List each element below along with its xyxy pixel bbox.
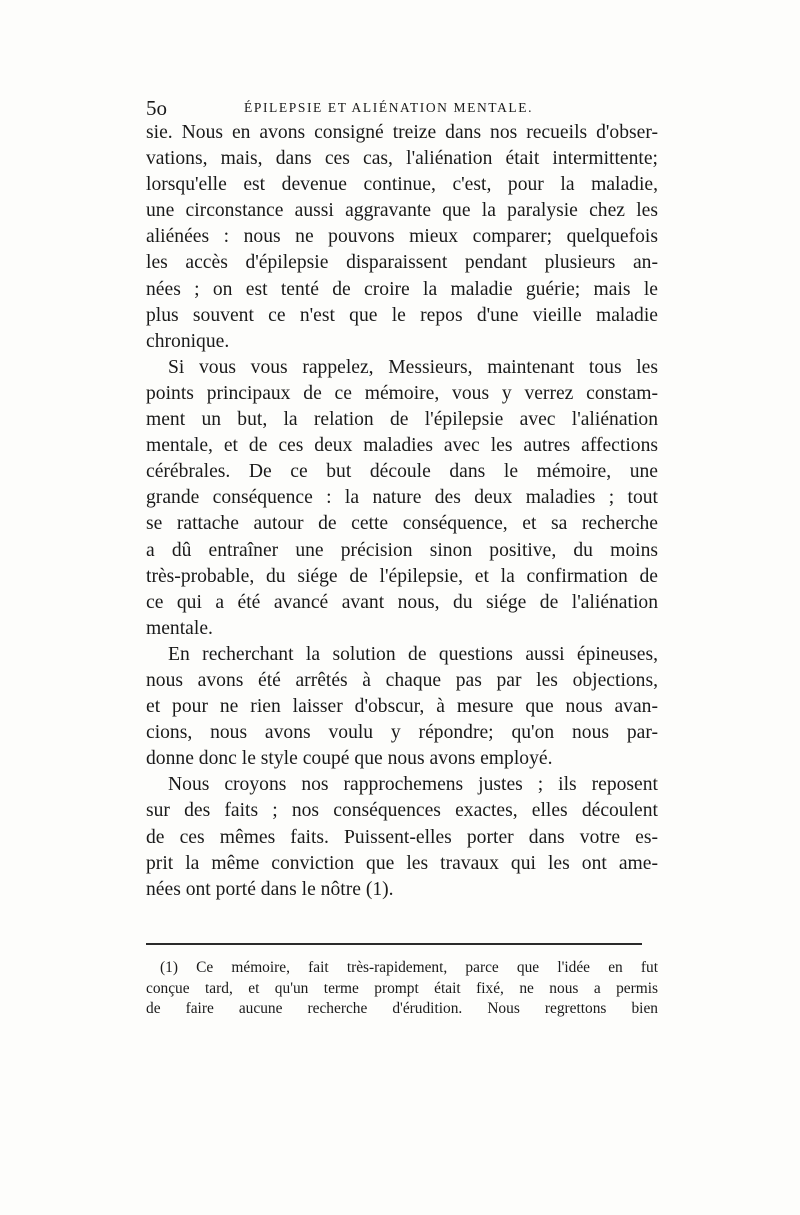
text-line: ment un but, la relation de l'épilepsie avec l'aliénation <box>146 409 658 431</box>
text-line: lorsqu'elle est devenue continue, c'est, pour la maladie, <box>146 174 658 196</box>
text-line: aliénées : nous ne pouvons mieux comparer; quelquefois <box>146 226 658 248</box>
footnote-line: conçue tard, et qu'un terme prompt était fixé, ne nous a permis <box>146 979 658 997</box>
text-line: chronique. <box>146 330 230 352</box>
text-line: a dû entraîner une précision sinon positive, du moins <box>146 539 658 561</box>
body-text <box>146 120 658 903</box>
text-line: une circonstance aussi aggravante que la paralysie chez les <box>146 200 658 222</box>
text-line: nous avons été arrêtés à chaque pas par les objections, <box>146 669 658 691</box>
footnote <box>146 958 658 1020</box>
text-line: plus souvent ce n'est que le repos d'une vieille maladie <box>146 304 658 326</box>
text-line: Nous croyons nos rapprochemens justes ; ils reposent <box>168 774 658 796</box>
text-line: et pour ne rien laisser d'obscur, à mesure que nous avan- <box>146 696 658 718</box>
text-line: nées ont porté dans le nôtre (1). <box>146 878 394 900</box>
text-line: cions, nous avons voulu y répondre; qu'on nous par- <box>146 722 658 744</box>
text-line: cérébrales. De ce but découle dans le mémoire, une <box>146 461 658 483</box>
text-line: sur des faits ; nos conséquences exactes, elles découlent <box>146 800 658 822</box>
text-line: mentale. <box>146 617 213 639</box>
text-line: prit la même conviction que les travaux qui les ont ame- <box>146 852 658 874</box>
running-head <box>146 96 566 120</box>
running-title: ÉPILEPSIE ET ALIÉNATION MENTALE. <box>244 100 534 115</box>
text-line: donne donc le style coupé que nous avons employé. <box>146 748 553 770</box>
text-line: points principaux de ce mémoire, vous y verrez constam- <box>146 382 658 404</box>
text-line: se rattache autour de cette conséquence, et sa recherche <box>146 513 658 535</box>
text-line: mentale, et de ces deux maladies avec les autres affections <box>146 435 658 457</box>
text-line: ce qui a été avancé avant nous, du siége de l'aliénation <box>146 591 658 613</box>
footnote-line: (1) Ce mémoire, fait très-rapidement, parce que l'idée en fut <box>160 959 658 976</box>
page-number: 5o <box>146 96 167 120</box>
text-line: très-probable, du siége de l'épilepsie, et la confirmation de <box>146 565 658 587</box>
text-line: les accès d'épilepsie disparaissent pendant plusieurs an- <box>146 252 658 274</box>
text-line: grande conséquence : la nature des deux maladies ; tout <box>146 487 658 509</box>
text-line: vations, mais, dans ces cas, l'aliénation était intermittente; <box>146 148 658 170</box>
text-line: Si vous vous rappelez, Messieurs, maintenant tous les <box>168 356 658 378</box>
footnote-line: de faire aucune recherche d'érudition. Nous regrettons bien <box>146 1000 658 1017</box>
text-line: de ces mêmes faits. Puissent-elles porter dans votre es- <box>146 826 658 848</box>
text-line: sie. Nous en avons consigné treize dans nos recueils d'obser- <box>146 122 658 143</box>
text-line: nées ; on est tenté de croire la maladie guérie; mais le <box>146 278 658 300</box>
text-line: En recherchant la solution de questions aussi épineuses, <box>168 643 658 665</box>
footnote-rule <box>146 943 642 945</box>
